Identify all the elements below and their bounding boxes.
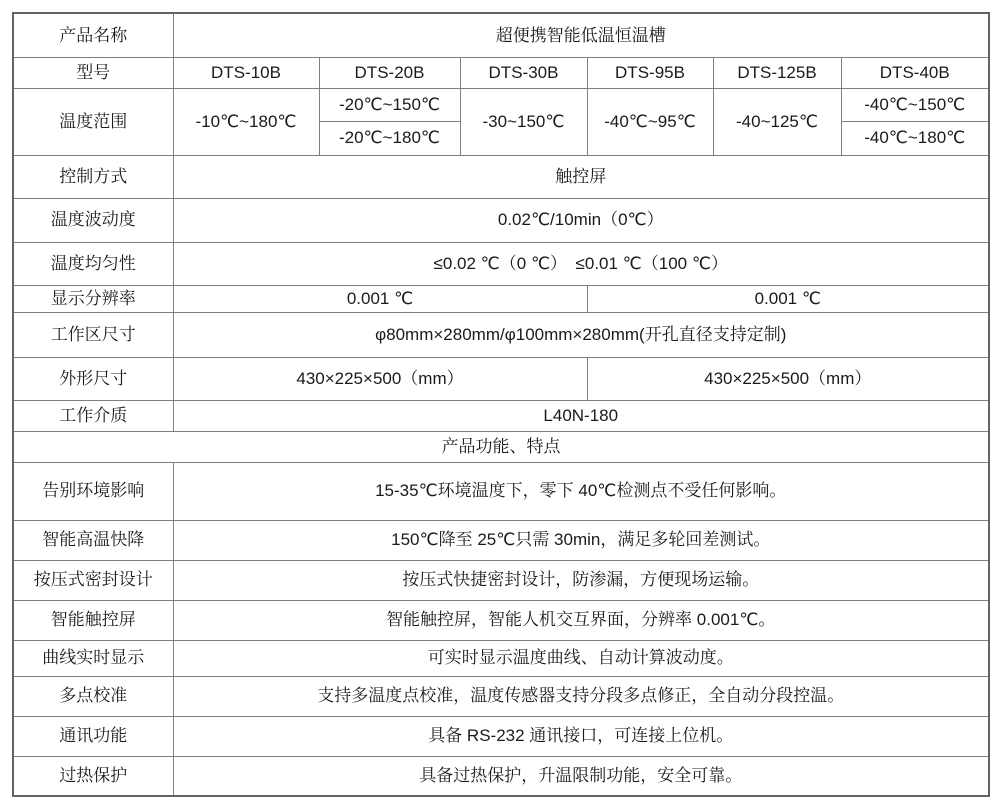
feature-value: 智能触控屏，智能人机交互界面，分辨率 0.001℃。	[173, 600, 989, 640]
feature-label: 曲线实时显示	[13, 640, 173, 676]
product-name-label: 产品名称	[13, 13, 173, 57]
display-resolution-row	[13, 285, 989, 312]
dimensions-value-right: 430×225×500（mm）	[587, 357, 989, 400]
feature-label: 智能触控屏	[13, 600, 173, 640]
model-cell-dts-10b: DTS-10B	[173, 57, 319, 88]
feature-row-environment	[13, 462, 989, 520]
feature-row-curve-display	[13, 640, 989, 676]
model-cell-dts-125b: DTS-125B	[713, 57, 841, 88]
feature-label: 多点校准	[13, 676, 173, 716]
display-resolution-value-left: 0.001 ℃	[173, 285, 587, 312]
feature-label: 通讯功能	[13, 716, 173, 756]
temp-range-dts-30b: -30~150℃	[460, 88, 587, 155]
display-resolution-label: 显示分辨率	[13, 285, 173, 312]
feature-label: 智能高温快降	[13, 520, 173, 560]
product-name-row	[13, 13, 989, 57]
product-spec-table	[12, 12, 990, 797]
temp-range-dts-40b-upper: -40℃~150℃	[841, 88, 989, 121]
feature-label: 按压式密封设计	[13, 560, 173, 600]
work-area-label: 工作区尺寸	[13, 312, 173, 357]
feature-row-press-seal	[13, 560, 989, 600]
work-area-row	[13, 312, 989, 357]
working-medium-value: L40N-180	[173, 400, 989, 431]
feature-value: 支持多温度点校准，温度传感器支持分段多点修正，全自动分段控温。	[173, 676, 989, 716]
feature-row-overheat-protection	[13, 756, 989, 796]
dimensions-label: 外形尺寸	[13, 357, 173, 400]
model-cell-dts-20b: DTS-20B	[319, 57, 460, 88]
temp-range-dts-10b: -10℃~180℃	[173, 88, 319, 155]
temp-range-dts-20b-upper: -20℃~150℃	[319, 88, 460, 121]
temp-uniformity-row	[13, 242, 989, 285]
feature-row-multipoint-calibration	[13, 676, 989, 716]
dimensions-value-left: 430×225×500（mm）	[173, 357, 587, 400]
model-cell-dts-30b: DTS-30B	[460, 57, 587, 88]
working-medium-row	[13, 400, 989, 431]
feature-row-fast-cooling	[13, 520, 989, 560]
feature-value: 15-35℃环境温度下，零下 40℃检测点不受任何影响。	[173, 462, 989, 520]
temp-range-dts-95b: -40℃~95℃	[587, 88, 713, 155]
feature-value: 具备过热保护，升温限制功能，安全可靠。	[173, 756, 989, 796]
feature-row-touchscreen	[13, 600, 989, 640]
control-method-row	[13, 155, 989, 198]
product-name-value: 超便携智能低温恒温槽	[173, 13, 989, 57]
feature-value: 具备 RS-232 通讯接口，可连接上位机。	[173, 716, 989, 756]
work-area-value: φ80mm×280mm/φ100mm×280mm(开孔直径支持定制)	[173, 312, 989, 357]
temp-range-dts-125b: -40~125℃	[713, 88, 841, 155]
temp-range-label: 温度范围	[13, 88, 173, 155]
temp-fluctuation-value: 0.02℃/10min（0℃）	[173, 198, 989, 242]
feature-value: 可实时显示温度曲线、自动计算波动度。	[173, 640, 989, 676]
model-cell-dts-40b: DTS-40B	[841, 57, 989, 88]
model-row	[13, 57, 989, 88]
temp-uniformity-value: ≤0.02 ℃（0 ℃） ≤0.01 ℃（100 ℃）	[173, 242, 989, 285]
control-method-label: 控制方式	[13, 155, 173, 198]
features-section-title: 产品功能、特点	[13, 431, 989, 462]
model-label: 型号	[13, 57, 173, 88]
feature-value: 按压式快捷密封设计，防渗漏，方便现场运输。	[173, 560, 989, 600]
display-resolution-value-right: 0.001 ℃	[587, 285, 989, 312]
feature-value: 150℃降至 25℃只需 30min，满足多轮回差测试。	[173, 520, 989, 560]
temp-range-row-upper	[13, 88, 989, 121]
feature-label: 告别环境影响	[13, 462, 173, 520]
features-section-row	[13, 431, 989, 462]
feature-label: 过热保护	[13, 756, 173, 796]
model-cell-dts-95b: DTS-95B	[587, 57, 713, 88]
working-medium-label: 工作介质	[13, 400, 173, 431]
temp-fluctuation-row	[13, 198, 989, 242]
dimensions-row	[13, 357, 989, 400]
feature-row-communication	[13, 716, 989, 756]
control-method-value: 触控屏	[173, 155, 989, 198]
temp-uniformity-label: 温度均匀性	[13, 242, 173, 285]
temp-range-dts-20b-lower: -20℃~180℃	[319, 121, 460, 155]
temp-range-dts-40b-lower: -40℃~180℃	[841, 121, 989, 155]
temp-fluctuation-label: 温度波动度	[13, 198, 173, 242]
